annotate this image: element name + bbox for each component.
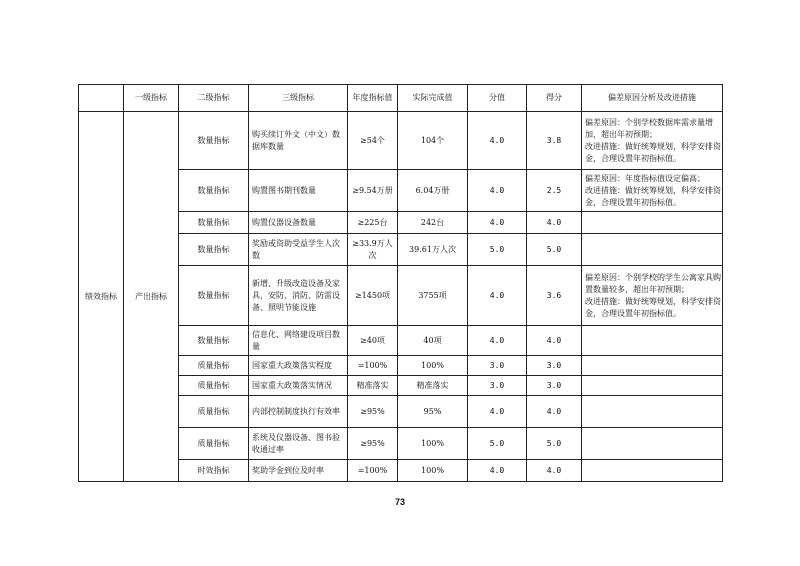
- weight-cell: 4.0: [468, 396, 527, 428]
- actual-value-cell: 100%: [398, 428, 468, 460]
- weight-cell: 3.0: [468, 376, 527, 396]
- table-row: [79, 112, 723, 170]
- indicator-name-cell: 购买续订外文（中文）数据库数量: [249, 112, 348, 170]
- level3-type-cell: 数量指标: [179, 266, 249, 326]
- indicator-name-cell: 奖励或资助受益学生人次数: [249, 234, 348, 266]
- header-cell: 年度指标值: [348, 85, 398, 112]
- score-cell: 4.0: [527, 460, 582, 482]
- target-value-cell: ≥54个: [348, 112, 398, 170]
- score-cell: 4.0: [527, 326, 582, 356]
- target-value-cell: ≥95%: [348, 396, 398, 428]
- actual-value-cell: 100%: [398, 356, 468, 376]
- level3-type-cell: 质量指标: [179, 376, 249, 396]
- level3-type-cell: 数量指标: [179, 326, 249, 356]
- note-line: 偏差原因：个别学校数据库需求量增: [585, 117, 713, 127]
- note-line: 偏差原因：年度指标值设定偏高；: [585, 173, 705, 183]
- indicator-name-cell: 购置图书期刊数量: [249, 170, 348, 212]
- indicator-name-cell: 国家重大政策落实程度: [249, 356, 348, 376]
- level3-type-cell: 数量指标: [179, 234, 249, 266]
- note-line: 金，合理设置年初指标值。: [585, 153, 681, 163]
- indicator-name-cell: 国家重大政策落实情况: [249, 376, 348, 396]
- note-line: 加，超出年初预期；: [585, 129, 657, 139]
- target-value-cell: ≥40项: [348, 326, 398, 356]
- weight-cell: 3.0: [468, 356, 527, 376]
- weight-cell: 5.0: [468, 428, 527, 460]
- deviation-note-cell: [582, 356, 723, 376]
- deviation-note-cell: [582, 326, 723, 356]
- level3-type-cell: 数量指标: [179, 112, 249, 170]
- score-cell: 3.0: [527, 376, 582, 396]
- deviation-note-cell: [582, 234, 723, 266]
- level3-type-cell: 数量指标: [179, 212, 249, 234]
- note-line: 金，合理设置年初指标值。: [585, 197, 681, 207]
- score-cell: 3.0: [527, 356, 582, 376]
- indicator-name-cell: 系统及仪器设备、图书验收通过率: [249, 428, 348, 460]
- indicator-name-cell: 奖助学金到位及时率: [249, 460, 348, 482]
- note-line: 改进措施：做好统筹规划，科学安排资: [585, 296, 721, 306]
- weight-cell: 4.0: [468, 212, 527, 234]
- header-cell: 三级指标: [249, 85, 348, 112]
- target-value-cell: ≥225台: [348, 212, 398, 234]
- score-cell: 4.0: [527, 396, 582, 428]
- deviation-note-cell: [582, 112, 723, 170]
- header-cell: [79, 85, 124, 112]
- level3-type-cell: 质量指标: [179, 396, 249, 428]
- level2-indicator-cell: 产出指标: [124, 112, 179, 482]
- actual-value-cell: 100%: [398, 460, 468, 482]
- page-number: 73: [394, 497, 405, 507]
- header-cell: 分值: [468, 85, 527, 112]
- level3-type-cell: 质量指标: [179, 356, 249, 376]
- level3-type-cell: 时效指标: [179, 460, 249, 482]
- deviation-note-cell: [582, 170, 723, 212]
- deviation-note-cell: [582, 212, 723, 234]
- table-header-row: [79, 85, 723, 112]
- actual-value-cell: 95%: [398, 396, 468, 428]
- weight-cell: 4.0: [468, 326, 527, 356]
- level3-type-cell: 质量指标: [179, 428, 249, 460]
- score-cell: 3.6: [527, 266, 582, 326]
- score-cell: 5.0: [527, 428, 582, 460]
- score-cell: 3.8: [527, 112, 582, 170]
- actual-value-cell: 6.04万册: [398, 170, 468, 212]
- score-cell: 2.5: [527, 170, 582, 212]
- actual-value-cell: 242台: [398, 212, 468, 234]
- header-cell: 一级指标: [124, 85, 179, 112]
- actual-value-cell: 40项: [398, 326, 468, 356]
- weight-cell: 4.0: [468, 460, 527, 482]
- target-value-cell: 精准落实: [348, 376, 398, 396]
- target-value-cell: =100%: [348, 356, 398, 376]
- deviation-note-cell: [582, 396, 723, 428]
- note-line: 偏差原因：个别学校的学生公寓家具购: [585, 272, 721, 282]
- indicator-name-cell: 内部控制制度执行有效率: [249, 396, 348, 428]
- deviation-note-cell: [582, 428, 723, 460]
- performance-indicator-table: [78, 84, 723, 482]
- score-cell: 5.0: [527, 234, 582, 266]
- header-cell: 实际完成值: [398, 85, 468, 112]
- actual-value-cell: 3755项: [398, 266, 468, 326]
- level1-indicator-cell: 绩效指标: [79, 112, 124, 482]
- indicator-name-cell: 购置仪器设备数量: [249, 212, 348, 234]
- weight-cell: 4.0: [468, 266, 527, 326]
- note-line: 金，合理设置年初指标值。: [585, 308, 681, 318]
- indicator-name-cell: 新增、升级改造设备及家具，安防、消防、防雷设备、照明节能设施: [249, 266, 348, 326]
- target-value-cell: ≥95%: [348, 428, 398, 460]
- score-cell: 4.0: [527, 212, 582, 234]
- note-line: 改进措施：做好统筹规划，科学安排资: [585, 185, 721, 195]
- target-value-cell: ≥33.9万人次: [348, 234, 398, 266]
- deviation-note-cell: [582, 376, 723, 396]
- deviation-note-cell: [582, 266, 723, 326]
- actual-value-cell: 104个: [398, 112, 468, 170]
- actual-value-cell: 精准落实: [398, 376, 468, 396]
- target-value-cell: =100%: [348, 460, 398, 482]
- weight-cell: 4.0: [468, 170, 527, 212]
- note-line: 置数量较多，超出年初预期；: [585, 284, 689, 294]
- level3-type-cell: 数量指标: [179, 170, 249, 212]
- header-cell: 得分: [527, 85, 582, 112]
- header-cell: 偏差原因分析及改进措施: [582, 85, 723, 112]
- note-line: 改进措施：做好统筹规划，科学安排资: [585, 141, 721, 151]
- weight-cell: 4.0: [468, 112, 527, 170]
- target-value-cell: ≥1450项: [348, 266, 398, 326]
- actual-value-cell: 39.61万人次: [398, 234, 468, 266]
- target-value-cell: ≥9.54万册: [348, 170, 398, 212]
- header-cell: 二级指标: [179, 85, 249, 112]
- deviation-note-cell: [582, 460, 723, 482]
- weight-cell: 5.0: [468, 234, 527, 266]
- indicator-name-cell: 信息化、网络建设项目数量: [249, 326, 348, 356]
